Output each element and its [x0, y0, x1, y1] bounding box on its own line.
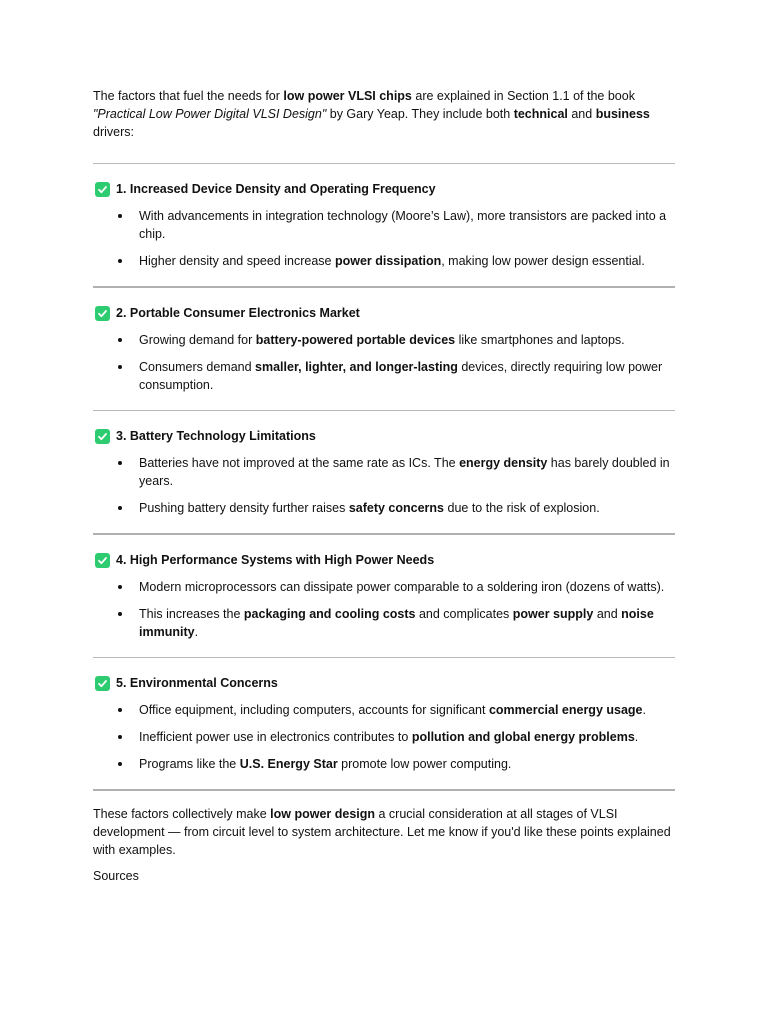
item-text: devices, directly requiring low power consumption.	[139, 360, 663, 392]
section-1	[93, 164, 675, 286]
item-bold: safety concerns	[348, 501, 445, 515]
bullet-list	[93, 701, 675, 773]
item-text: .	[642, 703, 646, 717]
list-item	[93, 358, 675, 394]
item-bold: power supply	[512, 607, 594, 621]
item-text: .	[194, 625, 199, 639]
item-text: Office equipment, including computers, accounts for significant	[139, 703, 489, 717]
item-text: Higher density and speed increase	[139, 254, 335, 268]
conclusion-paragraph	[93, 805, 675, 859]
section-heading	[93, 551, 675, 569]
item-bold: battery-powered portable devices	[255, 333, 456, 347]
bullet-list	[93, 454, 675, 517]
conclusion-bold: low power design	[270, 807, 376, 821]
item-text: Consumers demand	[139, 360, 256, 374]
list-item	[93, 578, 675, 596]
conclusion-text: a crucial consideration at all stages of VLSI development — from circuit level to system architecture. Let me know if you'd like these points explained with examples.	[93, 807, 671, 857]
section-title: 3. Battery Technology Limitations	[116, 429, 316, 443]
intro-text: The factors that fuel the needs for	[93, 89, 284, 103]
item-text: Modern microprocessors can dissipate power comparable to a soldering iron (dozens of watts).	[139, 580, 665, 594]
list-item	[93, 252, 675, 270]
list-item	[93, 499, 675, 517]
bullet-list	[93, 331, 675, 394]
section-heading	[93, 304, 675, 322]
item-text: due to the risk of explosion.	[444, 501, 600, 515]
item-text: promote low power computing.	[337, 757, 512, 771]
item-text: .	[634, 730, 639, 744]
section-title: 4. High Performance Systems with High Power Needs	[116, 553, 435, 567]
divider	[93, 789, 675, 791]
list-item	[93, 701, 675, 719]
list-item	[93, 331, 675, 349]
list-item	[93, 207, 675, 243]
list-item	[93, 728, 675, 746]
item-bold: power dissipation	[334, 254, 442, 268]
item-text: , making low power design essential.	[441, 254, 645, 268]
list-item	[93, 454, 675, 490]
list-item	[93, 605, 675, 641]
item-text: has barely doubled in years.	[139, 456, 670, 488]
section-5	[93, 658, 675, 789]
item-bold: smaller, lighter, and longer-lasting	[255, 360, 458, 374]
item-bold: energy density	[459, 456, 548, 470]
section-title: 5. Environmental Concerns	[116, 676, 278, 690]
intro-bold: low power VLSI chips	[283, 89, 412, 103]
section-heading	[93, 674, 675, 692]
item-text: With advancements in integration technology (Moore’s Law), more transistors are packed into a chip.	[139, 209, 667, 241]
intro-text: by Gary Yeap. They include both	[326, 107, 514, 121]
item-bold: packaging and cooling costs	[243, 607, 416, 621]
item-text: and	[593, 607, 622, 621]
check-box-icon	[95, 306, 110, 321]
item-bold: pollution and global energy problems	[411, 730, 635, 744]
book-title: "Practical Low Power Digital VLSI Design"	[93, 107, 327, 121]
section-3	[93, 411, 675, 533]
item-text: Batteries have not improved at the same rate as ICs. The	[139, 456, 460, 470]
sources-link[interactable]: Sources	[93, 869, 139, 883]
section-heading	[93, 180, 675, 198]
item-text: This increases the	[139, 607, 244, 621]
list-item	[93, 755, 675, 773]
bullet-list	[93, 578, 675, 641]
section-title: 1. Increased Device Density and Operating Frequency	[116, 182, 436, 196]
intro-text: and	[567, 107, 596, 121]
section-title: 2. Portable Consumer Electronics Market	[116, 306, 360, 320]
item-bold: noise immunity	[139, 607, 654, 639]
check-box-icon	[95, 553, 110, 568]
item-text: Growing demand for	[139, 333, 256, 347]
conclusion-text: These factors collectively make	[93, 807, 271, 821]
item-text: like smartphones and laptops.	[455, 333, 625, 347]
check-box-icon	[95, 429, 110, 444]
item-text: Inefficient power use in electronics contributes to	[139, 730, 412, 744]
item-bold: commercial energy usage	[488, 703, 643, 717]
item-text: and complicates	[415, 607, 513, 621]
intro-bold: business	[595, 107, 650, 121]
item-text: Programs like the	[139, 757, 240, 771]
section-2	[93, 288, 675, 410]
check-box-icon	[95, 676, 110, 691]
section-heading	[93, 427, 675, 445]
item-text: Pushing battery density further raises	[139, 501, 349, 515]
intro-text: are explained in Section 1.1 of the book	[411, 89, 635, 103]
check-box-icon	[95, 182, 110, 197]
intro-text: drivers:	[93, 125, 134, 139]
item-bold: U.S. Energy Star	[239, 757, 338, 771]
intro-paragraph	[93, 87, 675, 141]
section-4	[93, 535, 675, 657]
intro-bold: technical	[513, 107, 568, 121]
bullet-list	[93, 207, 675, 270]
